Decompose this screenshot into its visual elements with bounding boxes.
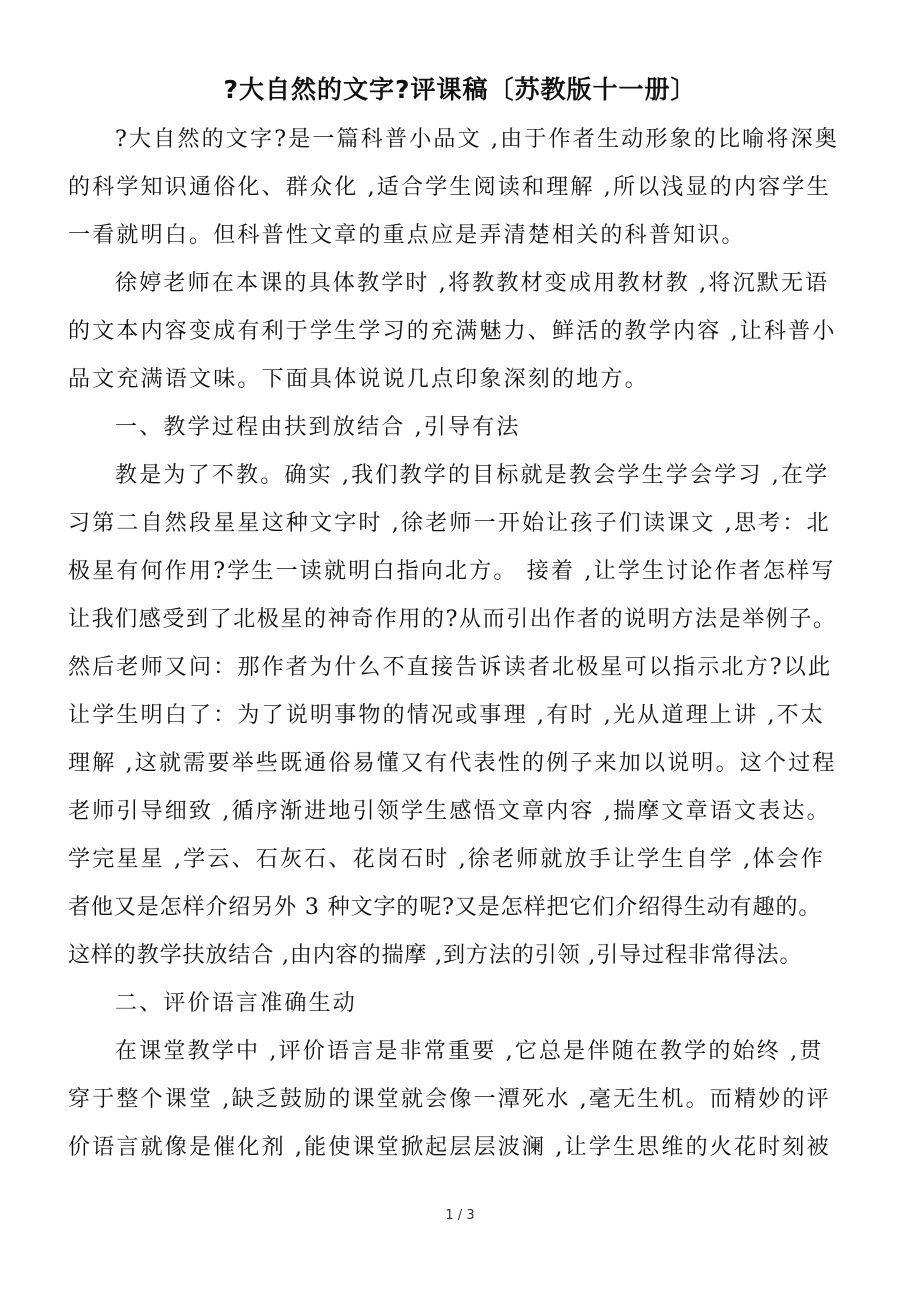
text-line: 然后老师又问：那作者为什么不直接告诉读者北极星可以指示北方?以此: [68, 655, 833, 680]
text-line: 习第二自然段星星这种文字时 ,徐老师一开始让孩子们读课文 ,思考：北: [68, 511, 831, 536]
text-line: 学完星星 ,学云、石灰石、花岗石时 ,徐老师就放手让学生自学 ,体会作: [68, 847, 825, 872]
text-line: 品文充满语文味。下面具体说说几点印象深刻的地方。: [68, 367, 649, 392]
text-line: 一看就明白。但科普性文章的重点应是弄清楚相关的科普知识。: [68, 223, 746, 248]
text-line: 这样的教学扶放结合 ,由内容的揣摩 ,到方法的引领 ,引导过程非常得法。: [68, 943, 803, 968]
text-line: 价语言就像是催化剂 ,能使课堂掀起层层波澜 ,让学生思维的火花时刻被: [68, 1135, 831, 1160]
text-line: 徐婷老师在本课的具体教学时 ,将教教材变成用教材教 ,将沉默无语: [115, 271, 830, 296]
text-line: 者他又是怎样介绍另外 3 种文字的呢?又是怎样把它们介绍得生动有趣的。: [68, 895, 822, 920]
text-line: 理解 ,这就需要举些既通俗易懂又有代表性的例子来加以说明。这个过程: [68, 751, 837, 776]
text-line: 在课堂教学中 ,评价语言是非常重要 ,它总是伴随在教学的始终 ,贯: [115, 1039, 824, 1064]
page-number: 1 / 3: [445, 1208, 475, 1223]
text-line: 穿于整个课堂 ,缺乏鼓励的课堂就会像一潭死水 ,毫无生机。而精妙的评: [68, 1087, 831, 1112]
document-title: ?大自然的文字?评课稿〔苏教版十一册〕: [223, 75, 697, 104]
text-line: 让我们感受到了北极星的神奇作用的?从而引出作者的说明方法是举例子。: [68, 607, 837, 632]
section-heading: 一、教学过程由扶到放结合 ,引导有法: [115, 415, 521, 440]
text-line: 极星有何作用?学生一读就明白指向北方。 接着 ,让学生讨论作者怎样写: [68, 559, 836, 584]
text-line: 老师引导细致 ,循序渐进地引领学生感悟文章内容 ,揣摩文章语文表达。: [68, 799, 831, 824]
text-line: 教是为了不教。确实 ,我们教学的目标就是教会学生学会学习 ,在学: [115, 463, 830, 488]
text-line: 的文本内容变成有利于学生学习的充满魅力、鲜活的教学内容 ,让科普小: [68, 319, 837, 344]
section-heading: 二、评价语言准确生动: [115, 991, 358, 1016]
text-line: ?大自然的文字?是一篇科普小品文 ,由于作者生动形象的比喻将深奥: [115, 127, 839, 152]
text-line: 的科学知识通俗化、群众化 ,适合学生阅读和理解 ,所以浅显的内容学生: [68, 175, 831, 200]
text-line: 让学生明白了：为了说明事物的情况或事理 ,有时 ,光从道理上讲 ,不太: [68, 703, 825, 728]
